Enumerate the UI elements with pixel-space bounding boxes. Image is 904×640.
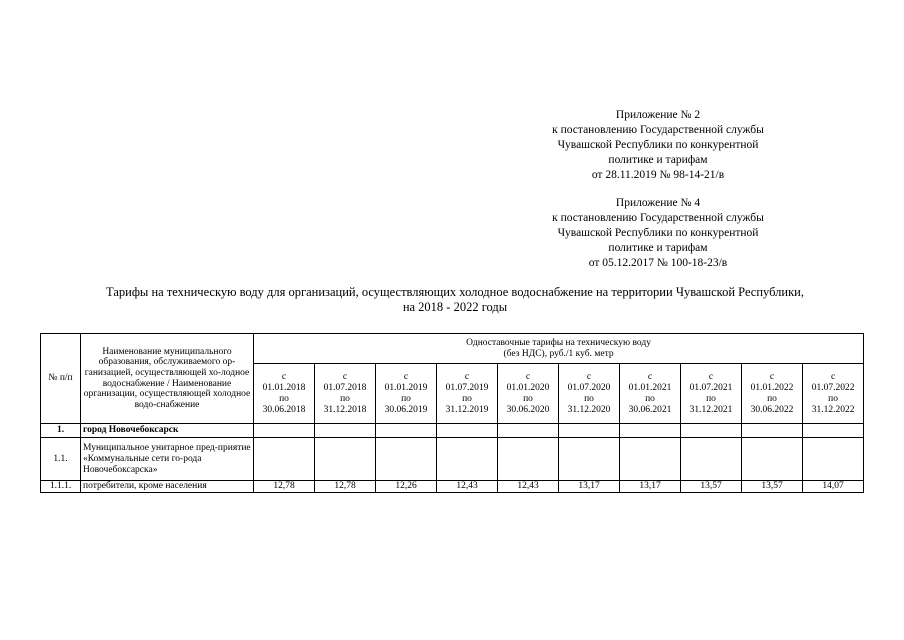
header-org: Наименование муниципального образования, обслуживаемого ор-ганизацией, осуществляющей хо-лодное водоснабжение / Наименование организации, осуществляющей холодное водо-снабжение	[81, 334, 254, 424]
period-from: 01.01.2022	[750, 382, 794, 393]
header-tariff-group	[254, 334, 864, 364]
period-header	[620, 364, 681, 424]
appendix-4-line: Чувашской Республики по конкурентной	[557, 227, 759, 239]
tariff-value: 12,43	[437, 481, 498, 493]
table-row-city	[41, 424, 864, 438]
table-header-row-1	[41, 334, 864, 364]
period-header	[315, 364, 376, 424]
row-num: 1.	[41, 424, 81, 438]
period-to: 31.12.2022	[811, 404, 855, 415]
appendix-2-line: политике и тарифам	[608, 154, 708, 166]
appendix-4-line: политике и тарифам	[608, 242, 708, 254]
period-s: с	[647, 371, 653, 382]
row-name: город Новочебоксарск	[81, 424, 254, 438]
row-num: 1.1.1.	[41, 481, 81, 493]
tariff-value: 13,57	[742, 481, 803, 493]
empty-cell	[803, 438, 864, 481]
empty-cell	[559, 424, 620, 438]
empty-cell	[376, 438, 437, 481]
period-header	[803, 364, 864, 424]
tariff-value: 12,43	[498, 481, 559, 493]
period-from: 01.01.2019	[384, 382, 428, 393]
tariff-value: 13,17	[559, 481, 620, 493]
tariff-value: 12,78	[254, 481, 315, 493]
period-header	[254, 364, 315, 424]
empty-cell	[437, 424, 498, 438]
period-from: 01.01.2018	[262, 382, 306, 393]
period-from: 01.07.2019	[445, 382, 489, 393]
appendix-4-line: к постановлению Государственной службы	[552, 212, 764, 224]
period-to: 30.06.2020	[506, 404, 550, 415]
period-po: по	[279, 393, 289, 404]
empty-cell	[498, 424, 559, 438]
period-s: с	[586, 371, 592, 382]
period-to: 30.06.2021	[628, 404, 672, 415]
period-from: 01.07.2020	[567, 382, 611, 393]
row-name: Муниципальное унитарное пред-приятие «Коммунальные сети го-рода Новочебоксарска»	[81, 438, 254, 481]
empty-cell	[498, 438, 559, 481]
tariff-value: 12,78	[315, 481, 376, 493]
period-po: по	[828, 393, 838, 404]
tariff-value: 13,17	[620, 481, 681, 493]
period-to: 31.12.2018	[323, 404, 367, 415]
tariff-value: 13,57	[681, 481, 742, 493]
appendix-4-block	[508, 196, 808, 271]
period-po: по	[706, 393, 716, 404]
period-to: 31.12.2021	[689, 404, 733, 415]
period-s: с	[708, 371, 714, 382]
appendix-2-line: Приложение № 2	[615, 109, 701, 121]
empty-cell	[742, 438, 803, 481]
period-to: 30.06.2022	[750, 404, 794, 415]
title-line-2: на 2018 - 2022 годы	[402, 300, 508, 314]
period-to: 31.12.2020	[567, 404, 611, 415]
period-po: по	[645, 393, 655, 404]
tariff-value: 14,07	[803, 481, 864, 493]
empty-cell	[254, 424, 315, 438]
period-po: по	[401, 393, 411, 404]
table-row-consumers	[41, 481, 864, 493]
empty-cell	[315, 438, 376, 481]
appendix-2-line: к постановлению Государственной службы	[552, 124, 764, 136]
period-from: 01.01.2020	[506, 382, 550, 393]
period-po: по	[523, 393, 533, 404]
period-from: 01.07.2018	[323, 382, 367, 393]
appendix-2-line: Чувашской Республики по конкурентной	[557, 139, 759, 151]
period-po: по	[340, 393, 350, 404]
period-po: по	[584, 393, 594, 404]
empty-cell	[559, 438, 620, 481]
period-s: с	[342, 371, 348, 382]
period-header	[681, 364, 742, 424]
period-s: с	[769, 371, 775, 382]
period-from: 01.01.2021	[628, 382, 672, 393]
row-num: 1.1.	[41, 438, 81, 481]
period-s: с	[464, 371, 470, 382]
period-to: 30.06.2018	[262, 404, 306, 415]
appendix-2-line: от 28.11.2019 № 98-14-21/в	[591, 169, 725, 181]
appendix-4-line: от 05.12.2017 № 100-18-23/в	[588, 257, 728, 269]
empty-cell	[620, 424, 681, 438]
period-from: 01.07.2022	[811, 382, 855, 393]
period-to: 30.06.2019	[384, 404, 428, 415]
row-name: потребители, кроме населения	[81, 481, 254, 493]
period-header	[376, 364, 437, 424]
tariff-value: 12,26	[376, 481, 437, 493]
period-header	[498, 364, 559, 424]
title-line-1: Тарифы на техническую воду для организаций, осуществляющих холодное водоснабжение на территории Чувашской Республики,	[106, 285, 804, 299]
period-from: 01.07.2021	[689, 382, 733, 393]
empty-cell	[742, 424, 803, 438]
empty-cell	[681, 438, 742, 481]
period-s: с	[830, 371, 836, 382]
tariff-table	[40, 333, 864, 493]
period-s: с	[525, 371, 531, 382]
header-tariff-line-2: (без НДС), руб./1 куб. метр	[503, 348, 614, 359]
period-s: с	[403, 371, 409, 382]
document-title	[60, 285, 850, 315]
period-header	[559, 364, 620, 424]
empty-cell	[803, 424, 864, 438]
period-po: по	[462, 393, 472, 404]
appendix-2-block	[508, 108, 808, 183]
period-header	[437, 364, 498, 424]
table-row-organization	[41, 438, 864, 481]
period-to: 31.12.2019	[445, 404, 489, 415]
header-tariff-line-1: Одноставочные тарифы на техническую воду	[466, 337, 651, 348]
empty-cell	[437, 438, 498, 481]
header-num: № п/п	[41, 334, 81, 424]
period-po: по	[767, 393, 777, 404]
empty-cell	[376, 424, 437, 438]
period-header	[742, 364, 803, 424]
period-s: с	[281, 371, 287, 382]
empty-cell	[315, 424, 376, 438]
empty-cell	[254, 438, 315, 481]
empty-cell	[620, 438, 681, 481]
empty-cell	[681, 424, 742, 438]
appendix-4-line: Приложение № 4	[615, 197, 701, 209]
